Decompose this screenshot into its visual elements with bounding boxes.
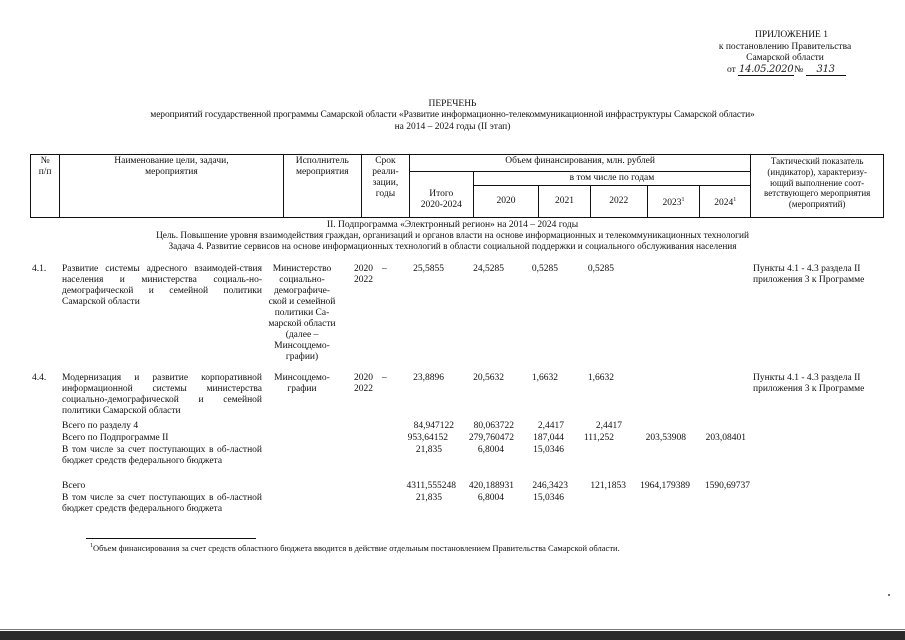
col-name-header: Наименование цели, задачи, мероприятия [60, 155, 283, 218]
footnote-text: Объем финансирования за счет средств областного бюджета вводится в действие отдельным постановлением Правительства Самарской области. [93, 542, 620, 553]
col-total-header: Итого 2020-2024 [409, 171, 473, 217]
total-y2021: 246,3423 [532, 481, 568, 491]
row-y2021: 0,5285 [531, 264, 558, 274]
total-label: Всего [62, 481, 86, 491]
total-row [0, 421, 905, 432]
scan-bottom-edge [0, 631, 905, 640]
col-funding-header: Объем финансирования, млн. рублей [409, 155, 750, 172]
total-row [0, 481, 905, 492]
footnote-divider [86, 538, 256, 539]
appendix-from-prefix: от [727, 65, 736, 75]
total-y2023: 1964,179389 [640, 481, 690, 491]
row-4-4 [0, 373, 905, 423]
total-y2021: 15,0346 [533, 493, 564, 503]
col-2021-header: 2021 [539, 186, 590, 218]
col-2024-header: 2024$^1$ [700, 186, 751, 218]
total-total: 21,835 [415, 493, 442, 503]
row-indicator: Пункты 4.1 - 4.3 раздела II приложения 3 к Программе [753, 373, 865, 394]
row-term-from: 2020 [354, 373, 373, 383]
row-y2022: 1,6632 [587, 373, 614, 383]
total-y2020: 420,188931 [468, 481, 514, 491]
appendix-number-prefix: № [794, 65, 804, 75]
footnote-mark: 1 [90, 543, 93, 549]
row-name: Развитие системы адресного взаимодей-ствия населения и министерства социаль-но-демографической и семейной политики Самарской области [62, 264, 262, 307]
doc-title-line2: на 2014 – 2024 годы (II этап) [394, 122, 511, 132]
row-y2021: 1,6632 [531, 373, 558, 383]
appendix-date: 14.05.2020 [739, 64, 794, 75]
total-y2021: 187,044 [533, 433, 564, 443]
task-line: Задача 4. Развитие сервисов на основе информационных технологий в области социальной поддержки и социального обслуживания населения [168, 242, 737, 252]
sup-2023: 1 [681, 196, 685, 203]
row-total: 25,5855 [413, 264, 444, 274]
header-table [30, 154, 884, 218]
total-y2024: 1590,69737 [704, 481, 750, 491]
doc-heading: ПЕРЕЧЕНЬ [428, 99, 477, 109]
total-y2022: 2,4417 [595, 421, 622, 431]
total-label: Всего по Подпрограмме II [62, 433, 169, 443]
col-term-header: Срок реали- зации, годы [361, 155, 409, 218]
row-y2022: 0,5285 [587, 264, 614, 274]
col-executor-header: Исполнитель мероприятия [283, 155, 361, 218]
total-y2020: 80,063722 [473, 421, 514, 431]
appendix-line1: к постановлению Правительства [718, 42, 852, 52]
total-y2023: 203,53908 [645, 433, 686, 443]
sup-2024: 1 [733, 196, 737, 203]
subprogram-line: II. Подпрограмма «Электронный регион» на 2014 – 2024 годы [326, 220, 579, 230]
appendix-number-line [727, 64, 887, 77]
col-incl-header: в том числе по годам [473, 171, 751, 186]
footnote [90, 541, 890, 553]
row-4-1 [0, 264, 905, 374]
total-y2020: 6,8004 [477, 445, 504, 455]
total-row [0, 493, 905, 527]
total-label: В том числе за счет поступающих в об-ластной бюджет средств федерального бюджета [62, 493, 262, 514]
appendix-title: ПРИЛОЖЕНИЕ 1 [754, 30, 828, 40]
appendix-number: 313 [806, 64, 846, 76]
total-total: 21,835 [415, 445, 442, 455]
total-y2021: 2,4417 [537, 421, 564, 431]
appendix-line2: Самарской области [746, 53, 824, 63]
row-no: 4.4. [32, 373, 47, 383]
total-label: Всего по разделу 4 [62, 421, 139, 431]
row-no: 4.1. [32, 264, 47, 274]
row-term-from: 2020 [354, 264, 373, 274]
col-2022-header: 2022 [590, 186, 647, 218]
total-y2020: 6,8004 [477, 493, 504, 503]
scan-dot [888, 594, 890, 596]
row-y2020: 24,5285 [473, 264, 504, 274]
col-2020-header: 2020 [473, 186, 539, 218]
row-executor: Министерство социально- демографиче- ской и семейной политики Са- марской области (далее – Минсоцдемо- графии) [268, 264, 336, 362]
col-2023-header: 2023$^1$ [647, 186, 699, 218]
row-term-to: 2022 [354, 275, 373, 285]
col-indicator-header: Тактический показатель (индикатор), характеризу- ющий выполнение соот- ветствующего мероприятия (мероприятий) [751, 155, 884, 218]
row-executor: Минсоцдемо- графии [274, 373, 330, 394]
goal-line: Цель. Повышение уровня взаимодействия граждан, организаций и органов власти на основе информационных и телекоммуникационных технологий [156, 231, 749, 241]
doc-title-line1: мероприятий государственной программы Самарской области «Развитие информационно-телекоммуникационной инфраструктуры Самарской области» [150, 110, 755, 120]
row-name: Модернизация и развитие корпоративной информационной системы министерства социально-демографической и семейной политики Самарской области [62, 373, 262, 416]
total-row [0, 445, 905, 479]
total-total: 4311,555248 [406, 481, 456, 491]
row-total: 23,8896 [413, 373, 444, 383]
total-total: 953,64152 [407, 433, 448, 443]
total-y2024: 203,08401 [705, 433, 746, 443]
row-term-dash: – [382, 264, 387, 274]
row-term-dash: – [382, 373, 387, 383]
row-y2020: 20,5632 [473, 373, 504, 383]
total-y2022: 111,252 [583, 433, 614, 443]
total-total: 84,947122 [413, 421, 454, 431]
total-y2021: 15,0346 [533, 445, 564, 455]
row-term-to: 2022 [354, 384, 373, 394]
total-y2020: 279,760472 [468, 433, 514, 443]
total-y2022: 121,1853 [590, 481, 626, 491]
col-no-header: № п/п [31, 155, 60, 218]
total-row [0, 433, 905, 444]
scan-edge-line [0, 629, 905, 630]
total-label: В том числе за счет поступающих в об-ластной бюджет средств федерального бюджета [62, 445, 262, 466]
row-indicator: Пункты 4.1 - 4.3 раздела II приложения 3 к Программе [753, 264, 865, 285]
